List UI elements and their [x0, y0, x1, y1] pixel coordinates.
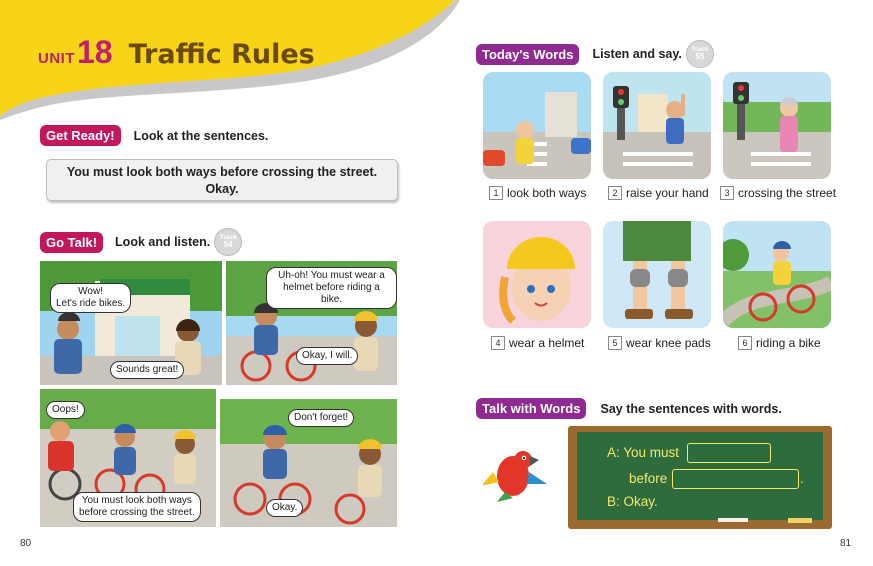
- dialogue-line-a-continued: before: [629, 471, 668, 486]
- chalk-piece: [718, 518, 748, 522]
- go-talk-label: Go Talk!: [40, 232, 103, 253]
- word-card-raise-your-hand: [603, 72, 711, 179]
- todays-words-header: [476, 40, 714, 68]
- audio-track-icon[interactable]: [686, 40, 714, 68]
- dialogue-line-b: B: Okay.: [607, 494, 658, 509]
- comic-strip: [40, 261, 397, 527]
- word-text: wear a helmet: [509, 336, 585, 350]
- page-title: Traffic Rules: [128, 39, 315, 70]
- speech-bubble: Sounds great!: [110, 361, 184, 379]
- bubble-text-line: Uh-oh! You must wear a: [278, 270, 385, 281]
- chalkboard: [568, 426, 832, 529]
- todays-words-label: Today's Words: [476, 44, 579, 65]
- word-item: [720, 186, 836, 200]
- word-card-look-both-ways: [483, 72, 591, 179]
- speech-bubble: Okay.: [266, 499, 303, 517]
- word-item: [489, 186, 586, 200]
- answer-blank-1[interactable]: [687, 443, 771, 463]
- unit-number: 18: [77, 34, 113, 70]
- track-label: Track: [691, 45, 709, 53]
- unit-word: UNIT: [38, 50, 75, 67]
- talk-with-words-label: Talk with Words: [476, 398, 586, 419]
- talk-with-words-instruction: Say the sentences with words.: [600, 401, 782, 416]
- word-card-illustration: [483, 72, 591, 179]
- speech-bubble: Okay, I will.: [296, 347, 358, 365]
- word-text: look both ways: [507, 186, 587, 200]
- word-card-illustration: [603, 72, 711, 179]
- track-number: 54: [223, 240, 233, 250]
- bubble-text-line: before crossing the street.: [79, 507, 195, 518]
- word-number: 3: [720, 186, 734, 200]
- word-item: [608, 336, 711, 350]
- bubble-text-line: helmet before riding a bike.: [283, 282, 380, 305]
- get-ready-instruction: Look at the sentences.: [133, 128, 269, 143]
- comic-panel-3: [40, 389, 216, 527]
- sentence-1: You must look both ways before crossing the street.: [66, 165, 378, 179]
- track-number: 55: [695, 52, 705, 62]
- answer-blank-2[interactable]: [672, 469, 799, 489]
- get-ready-header: [40, 125, 268, 146]
- word-text: wear knee pads: [626, 336, 711, 350]
- sentence-box: [46, 159, 398, 201]
- sentence-2: Okay.: [205, 182, 239, 196]
- track-label: Track: [219, 233, 237, 241]
- comic-panel-2: [226, 261, 397, 385]
- bubble-text-line: Let's ride bikes.: [56, 298, 126, 309]
- word-item: [491, 336, 584, 350]
- word-card-illustration: [483, 221, 591, 328]
- talk-with-words-header: [476, 398, 782, 419]
- get-ready-label: Get Ready!: [40, 125, 121, 146]
- todays-words-instruction: Listen and say.: [592, 47, 682, 61]
- unit-heading: [38, 34, 315, 71]
- word-text: crossing the street: [738, 186, 837, 200]
- speech-bubble: [50, 283, 131, 313]
- word-card-illustration: [603, 221, 711, 328]
- audio-track-icon[interactable]: [214, 228, 242, 256]
- speech-bubble: [73, 492, 201, 522]
- word-number: 1: [489, 186, 503, 200]
- word-text: raise your hand: [626, 186, 709, 200]
- go-talk-instruction: Look and listen.: [115, 235, 211, 249]
- word-number: 4: [491, 336, 505, 350]
- chalkboard-surface: [577, 432, 823, 520]
- word-number: 2: [608, 186, 622, 200]
- dialogue-line-a: A: You must: [607, 445, 680, 460]
- parrot-illustration: [483, 442, 553, 502]
- word-text: riding a bike: [756, 336, 821, 350]
- word-item: [608, 186, 709, 200]
- comic-panel-4: [220, 399, 397, 527]
- speech-bubble: [266, 267, 397, 309]
- word-item: [738, 336, 821, 350]
- word-card-illustration: [723, 72, 831, 179]
- word-card-wear-a-helmet: [483, 221, 591, 328]
- go-talk-header: [40, 228, 242, 256]
- word-card-riding-a-bike: [723, 221, 831, 328]
- speech-bubble: Oops!: [46, 401, 85, 419]
- word-card-crossing-the-street: [723, 72, 831, 179]
- comic-panel-1: [40, 261, 222, 385]
- page-number-left: 80: [20, 538, 32, 549]
- eraser: [788, 518, 812, 523]
- word-card-illustration: [723, 221, 831, 328]
- bubble-text-line: You must look both ways: [81, 495, 192, 506]
- dialogue-line-a-end: .: [800, 471, 804, 486]
- word-card-wear-knee-pads: [603, 221, 711, 328]
- word-number: 6: [738, 336, 752, 350]
- bubble-text-line: Wow!: [78, 286, 103, 297]
- word-number: 5: [608, 336, 622, 350]
- page-number-right: 81: [840, 538, 852, 549]
- speech-bubble: Don't forget!: [288, 409, 354, 427]
